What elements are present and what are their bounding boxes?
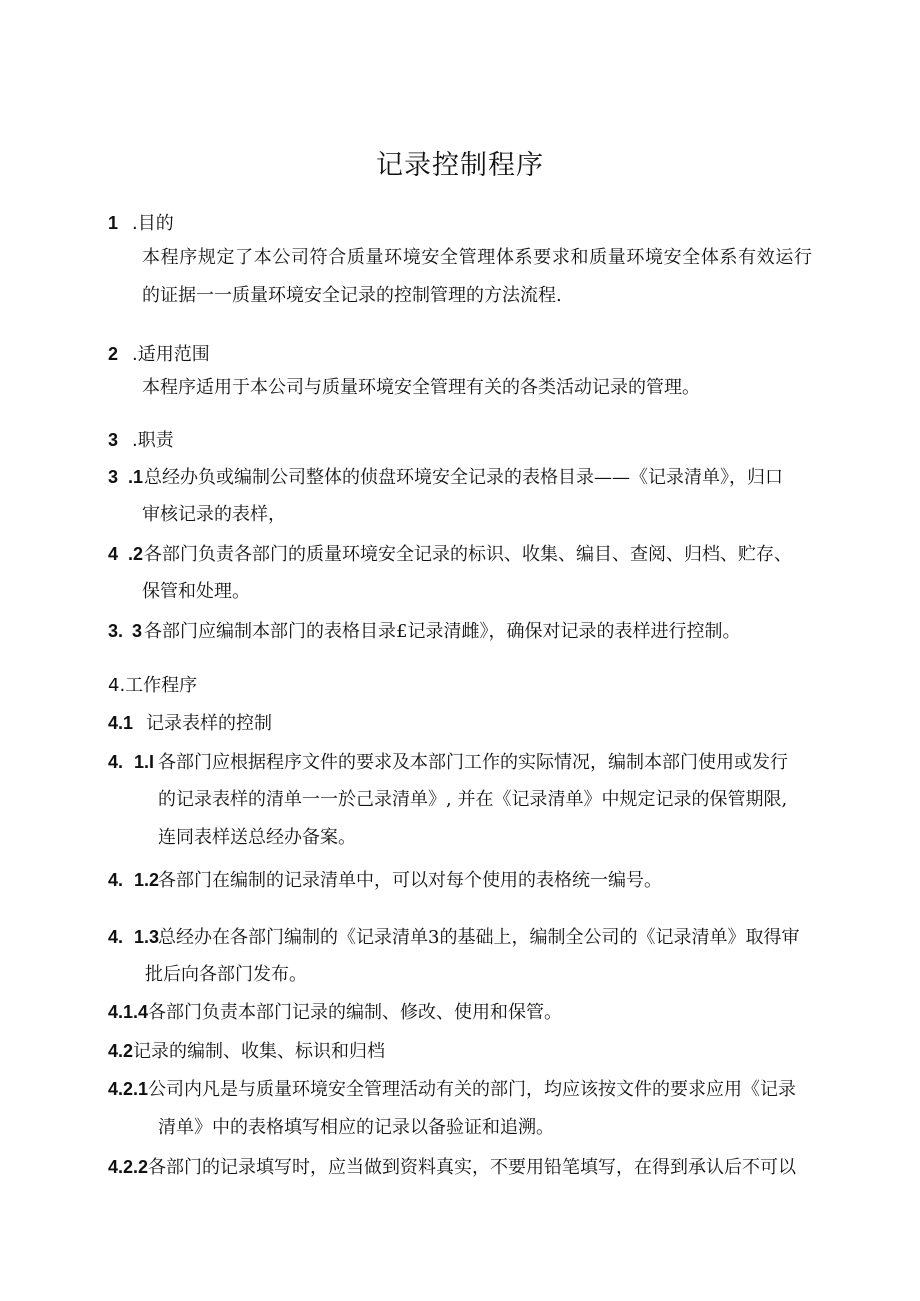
item-4-1-3-number: 4. (108, 927, 124, 947)
item-4-1-3-text-line-1: 总经办在各部门编制的《记录清单3的基础上，编制全公司的《记录清单》取得审 (158, 927, 800, 948)
item-3-1-text-line-2: 审核记录的表样， (142, 504, 286, 525)
section-1-number: 1 (108, 213, 119, 233)
item-3-3-subnumber: 3 (132, 621, 143, 641)
section-2-number: 2 (108, 344, 119, 364)
item-4-1-3 (108, 925, 799, 950)
section-4-heading: 4.工作程序 (108, 675, 198, 696)
item-4-2-2 (108, 1155, 796, 1180)
item-4-1-1-text-line-2: 的记录表样的清单一一於己录清单》, 并在《记录清单》中规定记录的保管期限, (158, 789, 788, 810)
item-4-2-2-number: 4.2.2 (108, 1157, 149, 1177)
item-4-1-2-number: 4. (108, 870, 124, 890)
subsection-4-2-label: 记录的编制、收集、标识和归档 (133, 1041, 386, 1062)
item-4-1-3-subnumber: 1.3 (134, 927, 160, 947)
item-4-2-2-text-line-1: 各部门的记录填写时，应当做到资料真实，不要用铅笔填写，在得到承认后不可以 (148, 1157, 797, 1178)
section-1-paragraph-line-1: 本程序规定了本公司符合质量环境安全管理体系要求和质量环境安全体系有效运行 (142, 247, 812, 268)
section-3-heading (108, 428, 174, 453)
item-3-1 (108, 465, 783, 490)
item-4-1-1 (108, 750, 788, 775)
item-3-3-number: 3. (108, 621, 124, 641)
subsection-4-1 (108, 711, 272, 736)
item-4-1-4-number: 4.1.4 (108, 1002, 149, 1022)
section-1-paragraph-line-2: 的证据一一质量环境安全记录的控制管理的方法流程. (142, 285, 562, 306)
item-4-2-1-text-line-1: 公司内凡是与质量环境安全管理活动有关的部门，均应该按文件的要求应用《记录 (148, 1079, 797, 1100)
item-4-1-2-text: 各部门在编制的记录清单中，可以对每个使用的表格统一编号。 (158, 870, 662, 891)
item-4-1-3-text-line-2: 批后向各部门发布。 (145, 964, 307, 985)
section-1-heading (108, 211, 174, 236)
section-1-label: .目的 (132, 213, 174, 234)
section-3-number: 3 (108, 430, 119, 450)
section-3-label: .职责 (132, 430, 174, 451)
subsection-4-1-number: 4.1 (108, 713, 134, 733)
item-3-2-subnumber: .2 (128, 544, 144, 564)
item-4-2-1 (108, 1077, 796, 1102)
item-3-3 (108, 619, 740, 644)
section-2-label: .适用范围 (132, 344, 210, 365)
item-4-1-4-text: 各部门负责本部门记录的编制、修改、使用和保管。 (148, 1002, 563, 1023)
item-4-1-2 (108, 868, 662, 893)
item-4-2-1-text-line-2: 清单》中的表格填写相应的记录以备验证和追溯。 (158, 1117, 554, 1138)
item-4-2-1-number: 4.2.1 (108, 1079, 149, 1099)
item-3-2 (108, 542, 792, 567)
section-2-paragraph: 本程序适用于本公司与质量环境安全管理有关的各类活动记录的管理。 (142, 377, 700, 398)
item-3-1-text-line-1: 总经办负或编制公司整体的侦盘环境安全记录的表格目录——《记录清单》，归口 (144, 467, 783, 488)
item-3-1-subnumber: .1 (128, 467, 144, 487)
subsection-4-2-number: 4.2 (108, 1041, 134, 1061)
item-4-1-4 (108, 1000, 562, 1025)
page-title: 记录控制程序 (376, 150, 544, 181)
item-4-1-1-text-line-3: 连同表样送总经办备案。 (158, 827, 356, 848)
subsection-4-1-label: 记录表样的控制 (146, 713, 272, 734)
item-3-2-text-line-1: 各部门负责各部门的质量环境安全记录的标识、收集、编目、查阅、归档、贮存、 (144, 544, 792, 565)
item-3-2-number: 4 (108, 544, 119, 564)
item-3-2-text-line-2: 保管和处理。 (142, 581, 250, 602)
item-4-1-2-subnumber: 1.2 (134, 870, 160, 890)
item-4-1-1-subnumber: 1.I (134, 752, 155, 772)
section-2-heading (108, 342, 210, 367)
item-4-1-1-text-line-1: 各部门应根据程序文件的要求及本部门工作的实际情况，编制本部门使用或发行 (158, 752, 788, 773)
subsection-4-2 (108, 1039, 385, 1064)
item-4-1-1-number: 4. (108, 752, 124, 772)
item-3-1-number: 3 (108, 467, 119, 487)
item-3-3-text: 各部门应编制本部门的表格目录£记录清雌》，确保对记录的表样进行控制。 (144, 621, 741, 642)
